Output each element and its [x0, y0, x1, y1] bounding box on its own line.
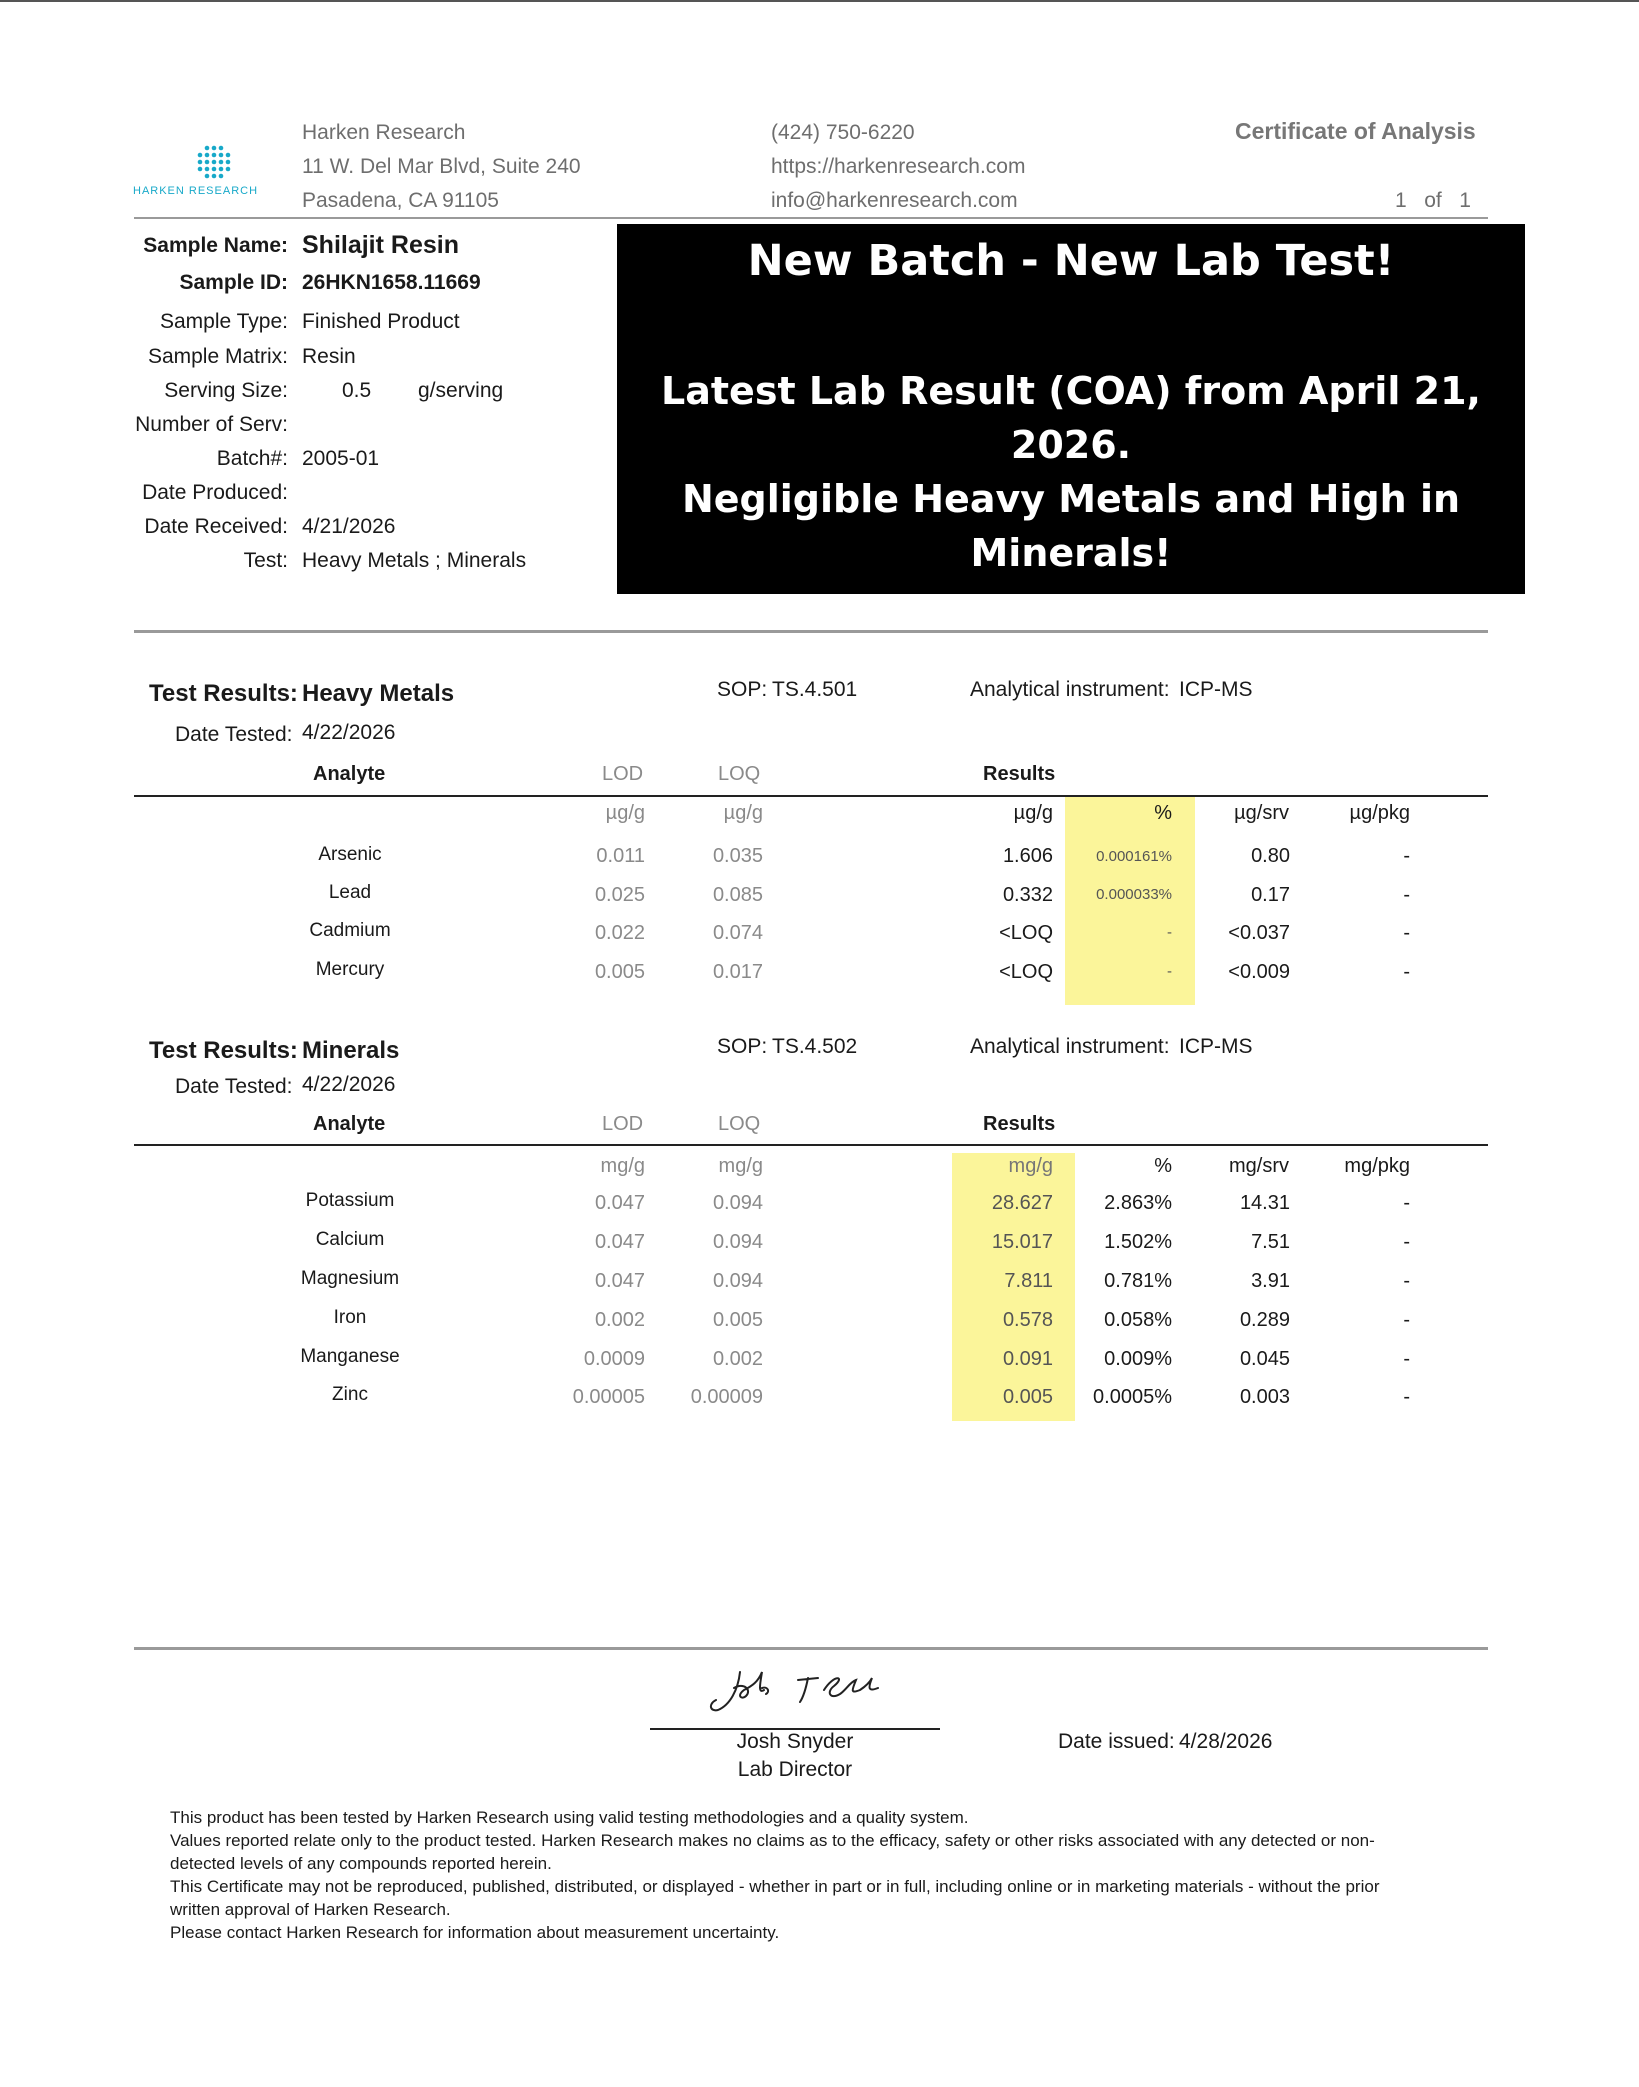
date-produced-label: Date Produced: [142, 481, 288, 504]
hm-col-loq: LOQ [718, 763, 761, 785]
hm-pkg: - [1403, 884, 1410, 906]
section-rule [134, 630, 1488, 633]
hm-pct: 0.000161% [1096, 848, 1172, 865]
min-pct: 2.863% [1104, 1192, 1172, 1214]
min-lod: 0.047 [594, 1270, 645, 1292]
hm-result: <LOQ [999, 961, 1053, 983]
hm-loq: 0.035 [712, 845, 763, 867]
min-analyte: Calcium [315, 1229, 385, 1250]
hm-date-label: Date Tested: [175, 723, 293, 746]
min-loq: 0.094 [712, 1231, 763, 1253]
company-address-line1: 11 W. Del Mar Blvd, Suite 240 [302, 155, 581, 178]
test-label: Test: [243, 549, 288, 572]
hm-loq: 0.017 [712, 961, 763, 983]
hm-pct: - [1167, 924, 1172, 941]
hm-sop-label: SOP: [717, 678, 768, 701]
signer-title: Lab Director [737, 1758, 853, 1781]
header-rule [134, 217, 1488, 219]
min-result: 7.811 [1004, 1270, 1053, 1292]
hm-pkg: - [1403, 922, 1410, 944]
min-loq: 0.094 [712, 1192, 763, 1214]
sample-name-label: Sample Name: [143, 234, 288, 257]
min-lod: 0.047 [594, 1231, 645, 1253]
min-instrument-label: Analytical instrument: [970, 1035, 1170, 1058]
min-srv: 14.31 [1239, 1192, 1290, 1214]
hm-result: 0.332 [1002, 884, 1053, 906]
sample-matrix-value: Resin [302, 345, 356, 368]
hm-unit-result: µg/g [1013, 802, 1053, 824]
hm-srv: <0.037 [1228, 922, 1290, 944]
min-header-rule [134, 1144, 1488, 1146]
company-website[interactable]: https://harkenresearch.com [771, 155, 1026, 178]
min-analyte: Manganese [300, 1346, 400, 1367]
sample-id-label: Sample ID: [179, 271, 288, 294]
min-result: 0.091 [1002, 1348, 1053, 1370]
hm-pkg: - [1403, 961, 1410, 983]
hm-analyte: Mercury [315, 959, 385, 980]
min-analyte: Potassium [305, 1190, 395, 1211]
signature-icon [700, 1660, 900, 1730]
min-pct: 0.009% [1104, 1348, 1172, 1370]
hm-col-analyte: Analyte [313, 763, 386, 785]
company-address-line2: Pasadena, CA 91105 [302, 189, 499, 212]
min-sop-label: SOP: [717, 1035, 768, 1058]
page-number: 1 [1395, 189, 1407, 212]
hm-lod: 0.005 [594, 961, 645, 983]
banner-line-3: Minerals! [970, 531, 1172, 575]
min-result: 28.627 [991, 1192, 1053, 1214]
hm-analyte: Lead [328, 882, 372, 903]
company-name: Harken Research [302, 121, 466, 144]
sample-type-value: Finished Product [302, 310, 460, 333]
number-of-servings-label: Number of Serv: [135, 413, 288, 436]
hm-analyte: Arsenic [318, 844, 382, 865]
hm-lod: 0.025 [594, 884, 645, 906]
min-srv: 0.003 [1239, 1386, 1290, 1408]
min-result: 0.578 [1002, 1309, 1053, 1331]
sample-matrix-label: Sample Matrix: [147, 345, 288, 368]
min-lod: 0.0009 [583, 1348, 645, 1370]
hm-unit-lod: µg/g [605, 802, 645, 824]
min-result: 15.017 [991, 1231, 1053, 1253]
hm-title-label: Test Results: [149, 680, 298, 707]
min-unit-result: mg/g [1008, 1155, 1053, 1177]
min-pkg: - [1403, 1386, 1410, 1408]
min-sop-value: TS.4.502 [772, 1035, 858, 1058]
min-srv: 0.045 [1239, 1348, 1290, 1370]
signature-rule [134, 1647, 1488, 1650]
min-loq: 0.00009 [690, 1386, 763, 1408]
min-col-analyte: Analyte [313, 1113, 386, 1135]
min-lod: 0.00005 [572, 1386, 645, 1408]
hm-pct: 0.000033% [1096, 886, 1172, 903]
hm-analyte: Cadmium [309, 920, 391, 941]
min-unit-srv: mg/srv [1229, 1155, 1289, 1177]
min-col-results: Results [983, 1113, 1056, 1135]
min-loq: 0.094 [712, 1270, 763, 1292]
banner-line-1: Latest Lab Result (COA) from April 21, 2026. [661, 369, 1481, 467]
serving-size-unit: g/serving [418, 379, 504, 402]
page-of: of [1424, 189, 1442, 212]
serving-size-label: Serving Size: [164, 379, 288, 402]
banner-body [617, 364, 1525, 580]
hm-unit-pkg: µg/pkg [1349, 802, 1410, 824]
min-srv: 0.289 [1239, 1309, 1290, 1331]
company-email[interactable]: info@harkenresearch.com [771, 189, 1018, 212]
date-issued-value: 4/28/2026 [1179, 1730, 1273, 1753]
min-pkg: - [1403, 1348, 1410, 1370]
date-received-value: 4/21/2026 [302, 515, 396, 538]
document-title: Certificate of Analysis [1235, 118, 1476, 144]
hm-result: 1.606 [1002, 845, 1053, 867]
min-col-loq: LOQ [718, 1113, 761, 1135]
logo-text: HARKEN RESEARCH [133, 185, 259, 197]
hm-title: Heavy Metals [302, 680, 455, 707]
batch-value: 2005-01 [302, 447, 380, 470]
min-srv: 3.91 [1251, 1270, 1290, 1292]
min-unit-pkg: mg/pkg [1344, 1155, 1410, 1177]
hm-pct: - [1167, 963, 1172, 980]
min-lod: 0.002 [594, 1309, 645, 1331]
banner-line-2: Negligible Heavy Metals and High in [681, 477, 1461, 521]
min-title: Minerals [302, 1037, 400, 1064]
sample-name-value: Shilajit Resin [302, 231, 459, 259]
min-date-value: 4/22/2026 [302, 1073, 396, 1096]
min-analyte: Zinc [332, 1384, 368, 1405]
sample-id-value: 26HKN1658.11669 [302, 271, 481, 294]
hm-instrument-label: Analytical instrument: [970, 678, 1170, 701]
hm-col-results: Results [983, 763, 1056, 785]
min-pkg: - [1403, 1270, 1410, 1292]
min-analyte: Magnesium [300, 1268, 400, 1289]
min-pct: 0.0005% [1093, 1386, 1172, 1408]
min-unit-loq: mg/g [718, 1155, 763, 1177]
min-analyte: Iron [333, 1307, 367, 1328]
min-srv: 7.51 [1251, 1231, 1290, 1253]
company-phone: (424) 750-6220 [771, 121, 915, 144]
serving-size-value: 0.5 [342, 379, 372, 402]
batch-label: Batch#: [216, 447, 288, 470]
min-pct: 1.502% [1104, 1231, 1172, 1253]
hm-col-lod: LOD [602, 763, 644, 785]
test-value: Heavy Metals ; Minerals [302, 549, 527, 572]
hm-date-value: 4/22/2026 [302, 721, 396, 744]
min-title-label: Test Results: [149, 1037, 298, 1064]
min-loq: 0.005 [712, 1309, 763, 1331]
hm-sop-value: TS.4.501 [772, 678, 858, 701]
hm-lod: 0.011 [596, 845, 645, 867]
handwritten-signature [700, 1660, 900, 1730]
disclaimer-line: Please contact Harken Research for information about measurement uncertainty. [170, 1923, 780, 1942]
min-lod: 0.047 [594, 1192, 645, 1214]
hm-loq: 0.074 [712, 922, 763, 944]
date-issued-label: Date issued: [1058, 1730, 1175, 1753]
hm-lod: 0.022 [594, 922, 645, 944]
hm-srv: 0.17 [1251, 884, 1290, 906]
sample-type-label: Sample Type: [159, 310, 288, 333]
top-border [0, 0, 1639, 2]
banner-headline: New Batch - New Lab Test! [747, 236, 1395, 286]
disclaimer-line: This Certificate may not be reproduced, published, distributed, or displayed - whether in part or in full, including online or in marketing materials - without the prior written approval of Harken Research. [170, 1877, 1380, 1919]
min-pkg: - [1403, 1192, 1410, 1214]
page-total: 1 [1459, 189, 1471, 212]
hm-header-rule [134, 795, 1488, 797]
min-pct: 0.058% [1104, 1309, 1172, 1331]
hm-result: <LOQ [999, 922, 1053, 944]
disclaimer [170, 1806, 1420, 1944]
min-pkg: - [1403, 1309, 1410, 1331]
min-unit-pct: % [1154, 1155, 1172, 1177]
hm-unit-pct: % [1154, 802, 1172, 824]
min-loq: 0.002 [712, 1348, 763, 1370]
hm-srv: 0.80 [1251, 845, 1290, 867]
signer-name: Josh Snyder [736, 1730, 854, 1753]
disclaimer-line: This product has been tested by Harken Research using valid testing methodologies and a quality system. [170, 1808, 969, 1827]
hm-loq: 0.085 [712, 884, 763, 906]
disclaimer-line: Values reported relate only to the product tested. Harken Research makes no claims as to the efficacy, safety or other risks associated with any detected or non-detected levels of any compounds reported herein. [170, 1831, 1375, 1873]
page-indicator [1395, 189, 1471, 213]
hm-unit-loq: µg/g [723, 802, 763, 824]
hm-srv: <0.009 [1228, 961, 1290, 983]
min-result: 0.005 [1002, 1386, 1053, 1408]
date-received-label: Date Received: [144, 515, 288, 538]
promo-banner [617, 224, 1525, 594]
min-pct: 0.781% [1104, 1270, 1172, 1292]
hm-unit-srv: µg/srv [1234, 802, 1289, 824]
hm-instrument-value: ICP-MS [1179, 678, 1253, 701]
harken-logo [132, 140, 297, 200]
min-col-lod: LOD [602, 1113, 644, 1135]
min-instrument-value: ICP-MS [1179, 1035, 1253, 1058]
min-date-label: Date Tested: [175, 1075, 293, 1098]
min-unit-lod: mg/g [600, 1155, 645, 1177]
hm-pkg: - [1403, 845, 1410, 867]
min-pkg: - [1403, 1231, 1410, 1253]
